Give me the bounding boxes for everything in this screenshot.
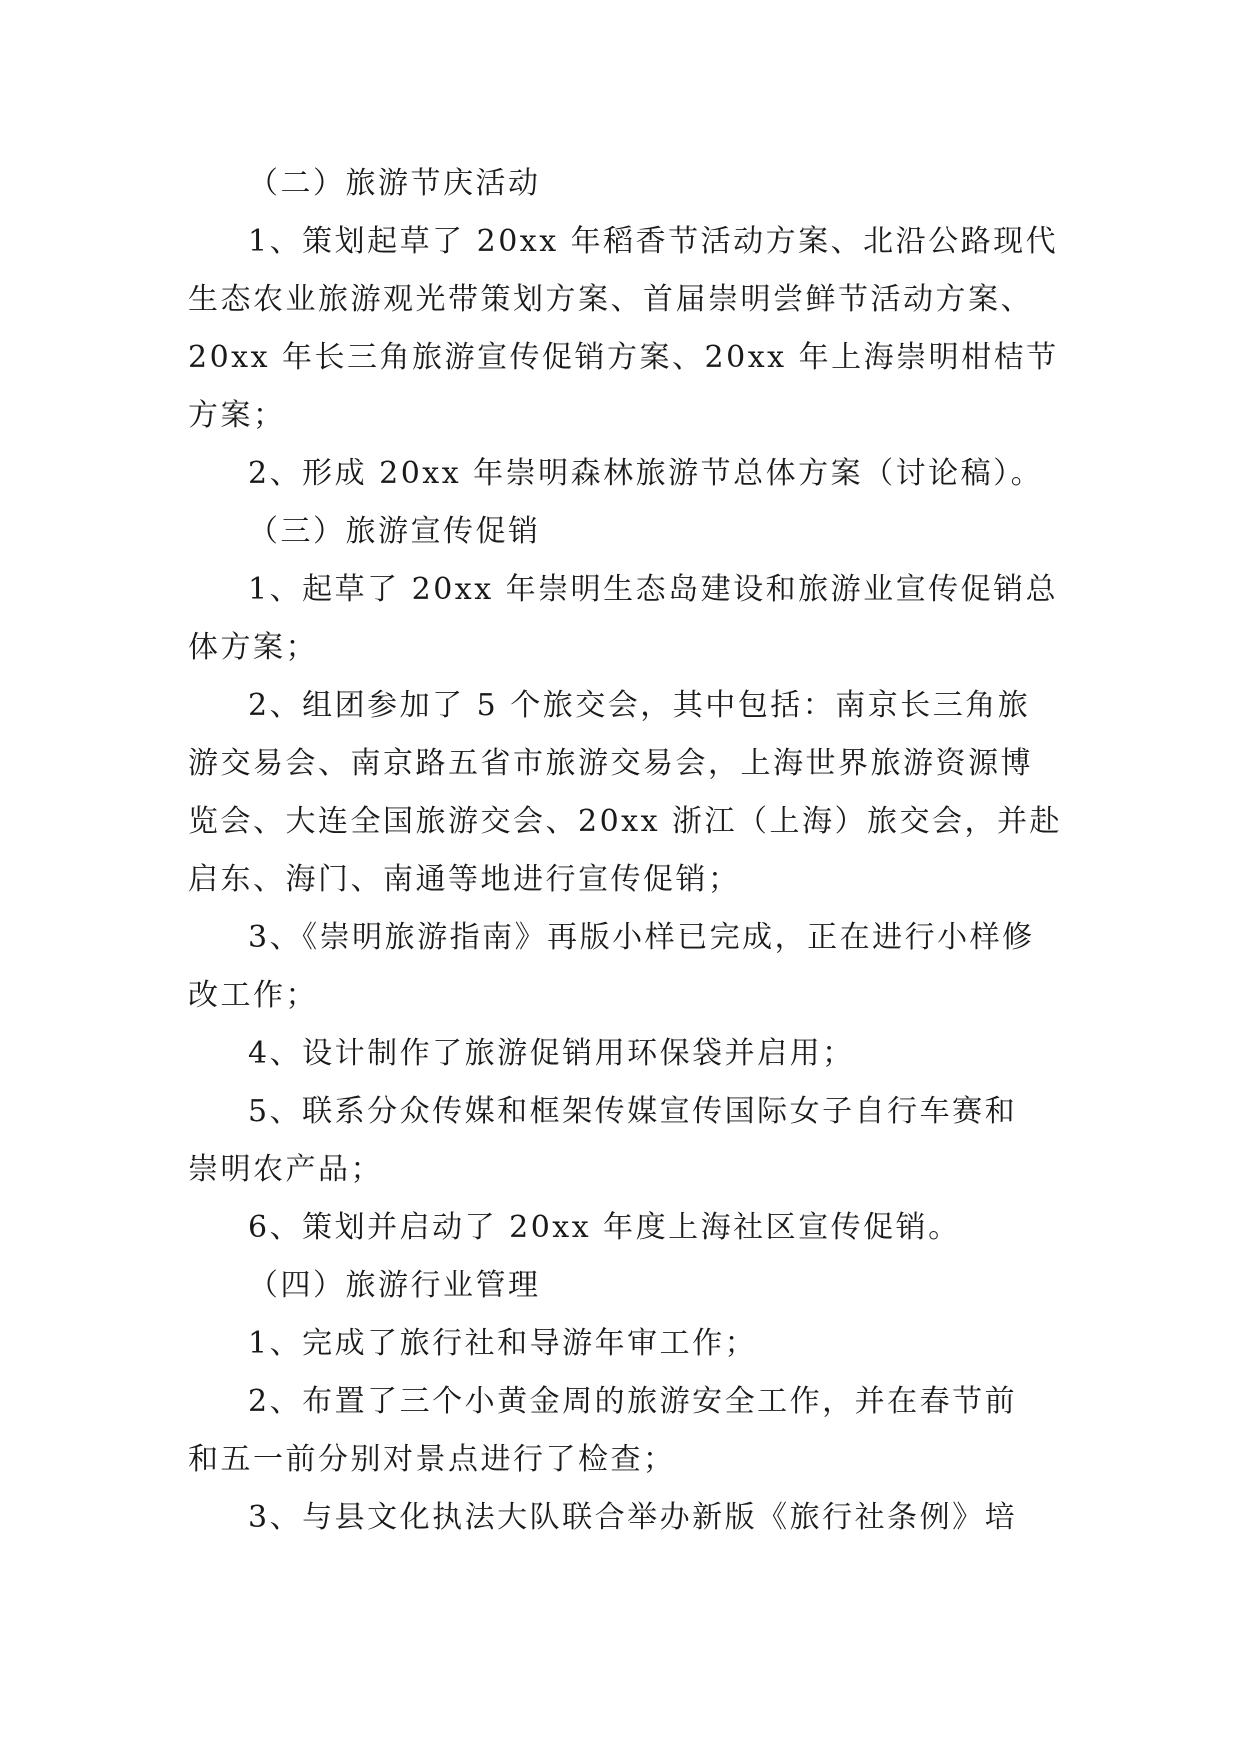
paragraph-line: 5、联系分众传媒和框架传媒宣传国际女子自行车赛和 (248, 1094, 1018, 1129)
paragraph-line: 1、策划起草了 20xx 年稻香节活动方案、北沿公路现代 (248, 224, 1059, 259)
paragraph-line: 3、《崇明旅游指南》再版小样已完成，正在进行小样修 (248, 920, 1035, 955)
paragraph-line: 1、完成了旅行社和导游年审工作； (248, 1326, 758, 1361)
section-heading: （三）旅游宣传促销 (248, 514, 541, 549)
paragraph-line: 览会、大连全国旅游交会、20xx 浙江（上海）旅交会，并赴 (188, 804, 1063, 839)
paragraph-line: 方案； (188, 398, 286, 433)
section-heading: （二）旅游节庆活动 (248, 166, 541, 201)
paragraph-line: 6、策划并启动了 20xx 年度上海社区宣传促销。 (248, 1210, 961, 1245)
paragraph-line: 崇明农产品； (188, 1152, 383, 1187)
document-body (188, 155, 1063, 1547)
paragraph-line: 2、布置了三个小黄金周的旅游安全工作，并在春节前 (248, 1384, 1018, 1419)
paragraph-line: 游交易会、南京路五省市旅游交易会，上海世界旅游资源博 (188, 746, 1033, 781)
section-heading: （四）旅游行业管理 (248, 1268, 541, 1303)
paragraph-line: 20xx 年长三角旅游宣传促销方案、20xx 年上海崇明柑桔节 (188, 340, 1059, 375)
paragraph-line: 启东、海门、南通等地进行宣传促销； (188, 862, 741, 897)
paragraph-line: 4、设计制作了旅游促销用环保袋并启用； (248, 1036, 855, 1071)
paragraph-line: 2、组团参加了 5 个旅交会，其中包括：南京长三角旅 (248, 688, 1031, 723)
paragraph-line: 生态农业旅游观光带策划方案、首届崇明尝鲜节活动方案、 (188, 282, 1033, 317)
paragraph-line: 改工作； (188, 978, 318, 1013)
paragraph-line: 2、形成 20xx 年崇明森林旅游节总体方案（讨论稿）。 (248, 456, 1044, 491)
paragraph-line: 和五一前分别对景点进行了检查； (188, 1442, 676, 1477)
paragraph-line: 1、起草了 20xx 年崇明生态岛建设和旅游业宣传促销总 (248, 572, 1059, 607)
paragraph-line: 体方案； (188, 630, 318, 665)
paragraph-line: 3、与县文化执法大队联合举办新版《旅行社条例》培 (248, 1500, 1018, 1535)
